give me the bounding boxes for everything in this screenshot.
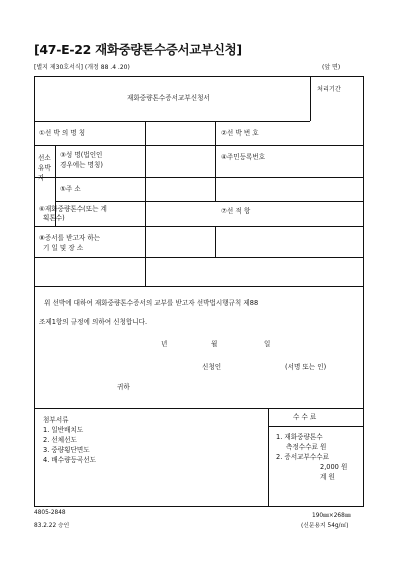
tonnage-label-1: ⑥재화중량톤수(또는 계 xyxy=(39,205,107,213)
fee-line: 측정수수료 원 xyxy=(286,443,327,451)
fee-line: 2,000 원 xyxy=(320,463,348,471)
address-label: ⑤주 소 xyxy=(60,185,81,193)
form-reference: [별지 제30호서식] (개정 88 .4 .20) xyxy=(34,64,130,71)
signature-label: (서명 또는 인) xyxy=(285,363,327,371)
application-statement-line-1: 위 선박에 대하여 재화중량톤수증서의 교부를 받고자 선박법시행규칙 제88 xyxy=(44,299,259,307)
resident-number-label: ④주민등록번호 xyxy=(221,153,266,161)
date-year: 년 xyxy=(161,340,168,348)
applicant-label: 신청인 xyxy=(202,363,222,371)
fee-line: 2. 증서교부수수료 xyxy=(276,453,329,461)
receive-label-1: ⑧증서를 받고자 하는 xyxy=(39,234,101,242)
application-statement-line-2: 조제1항의 규정에 의하여 신청합니다. xyxy=(39,318,148,326)
application-form xyxy=(34,76,364,507)
paper-size: 190㎜×268㎜ xyxy=(312,513,351,519)
form-code: 4805-2848 xyxy=(34,510,66,516)
form-title: 재화중량톤수증서교부신청서 xyxy=(127,94,210,102)
page-side-note: (앞 면) xyxy=(322,64,341,71)
processing-period-label: 처리기간 xyxy=(317,86,341,93)
owner-name-label-2: 경우에는 명칭) xyxy=(60,161,103,169)
attachments-title: 첨부서류 xyxy=(43,416,69,424)
fee-line: 계 원 xyxy=(320,473,335,481)
home-port-label: ⑦선 적 항 xyxy=(221,207,251,215)
addressee: 귀하 xyxy=(117,383,130,391)
fee-title: 수 수 료 xyxy=(293,413,317,421)
attachment-item: 4. 배수량등곡선도 xyxy=(43,456,96,464)
ship-name-label: ①선 박 의 명 칭 xyxy=(39,129,86,137)
attachment-item: 1. 일반배치도 xyxy=(43,426,84,434)
attachment-item: 2. 선체선도 xyxy=(43,436,77,444)
ship-number-label: ②선 박 번 호 xyxy=(221,129,259,137)
date-day: 일 xyxy=(264,340,271,348)
attachment-item: 3. 중량횡단면도 xyxy=(43,446,90,454)
date-month: 월 xyxy=(211,340,218,348)
owner-name-label-1: ③성 명(법인인 xyxy=(60,151,103,159)
fee-line: 1. 재화중량톤수 xyxy=(276,433,323,441)
receive-label-2: 기 일 및 장 소 xyxy=(43,244,84,252)
tonnage-label-2: 획톤수) xyxy=(43,214,65,222)
document-title: [47-E-22 재화중량톤수증서교부신청] xyxy=(34,42,242,57)
paper-spec: (신문용지 54g/㎡) xyxy=(301,523,349,529)
owner-label: 선소유박자 xyxy=(38,154,51,182)
approval-date: 83.2.22 승인 xyxy=(34,523,70,529)
